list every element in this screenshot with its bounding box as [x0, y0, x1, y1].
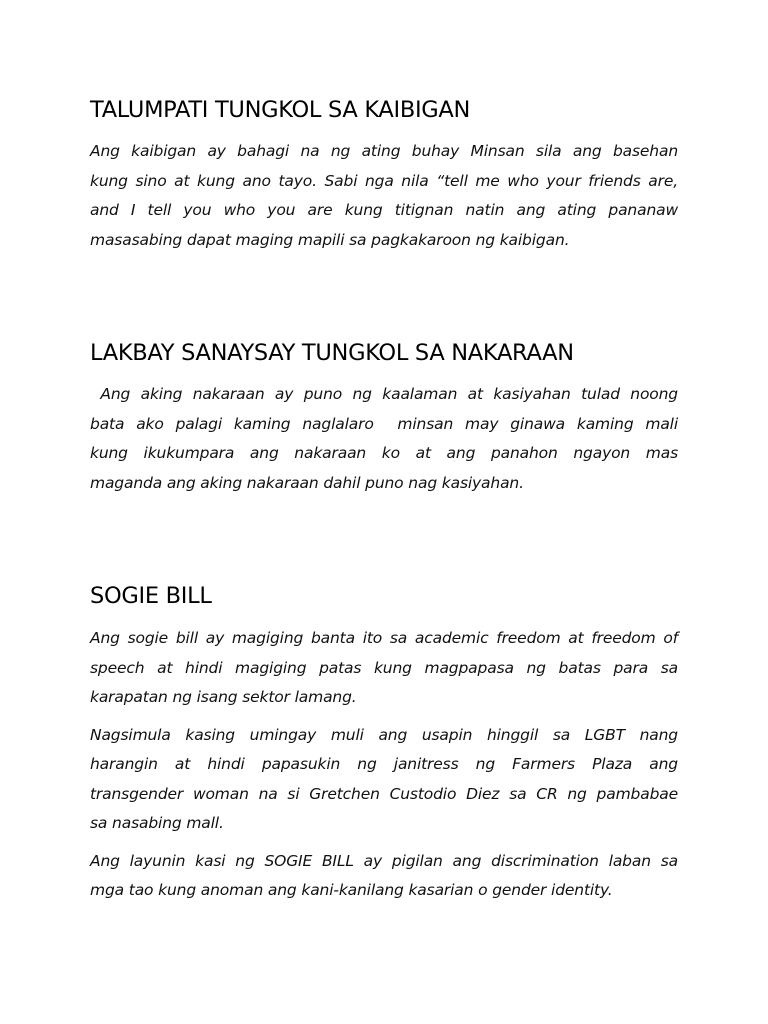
paragraph-line: Ang aking nakaraan ay puno ng kaalaman at kasiyahan tulad noong — [90, 385, 678, 403]
section-paragraph — [90, 847, 678, 906]
paragraph-line: Ang kaibigan ay bahagi na ng ating buhay Minsan sila ang basehan — [90, 142, 678, 160]
paragraph-line: bata ako palagi kaming naglalaro minsan may ginawa kaming mali — [90, 414, 678, 433]
section-paragraph — [90, 380, 678, 498]
section-heading: SOGIE BILL — [90, 583, 212, 609]
section-heading: TALUMPATI TUNGKOL SA KAIBIGAN — [90, 97, 471, 123]
section-talumpati — [90, 95, 678, 255]
paragraph-line: Ang sogie bill ay magiging banta ito sa academic freedom at freedom of — [90, 629, 678, 647]
section-paragraph — [90, 624, 678, 713]
paragraph-line: maganda ang aking nakaraan dahil puno nag kasiyahan. — [90, 473, 524, 492]
section-paragraph — [90, 137, 678, 255]
paragraph-line: Nagsimula kasing umingay muli ang usapin hinggil sa LGBT nang — [90, 725, 678, 744]
section-lakbay-sanaysay — [90, 338, 678, 498]
paragraph-line: karapatan ng isang sektor lamang. — [90, 688, 357, 706]
paragraph-line: and I tell you who you are kung titignan natin ang ating pananaw — [90, 201, 678, 219]
paragraph-line: transgender woman na si Gretchen Custodio Diez sa CR ng pambabae — [90, 784, 678, 803]
paragraph-line: kung sino at kung ano tayo. Sabi nga nila “tell me who your friends are, — [90, 171, 678, 190]
paragraph-line: speech at hindi magiging patas kung magpapasa ng batas para sa — [90, 658, 678, 677]
paragraph-line: Ang layunin kasi ng SOGIE BILL ay pigilan ang discrimination laban sa — [90, 851, 678, 870]
paragraph-line: kung ikukumpara ang nakaraan ko at ang panahon ngayon mas — [90, 444, 678, 462]
section-paragraph — [90, 721, 678, 839]
paragraph-line: masasabing dapat maging mapili sa pagkakaroon ng kaibigan. — [90, 230, 570, 249]
section-heading: LAKBAY SANAYSAY TUNGKOL SA NAKARAAN — [90, 340, 574, 366]
section-sogie-bill — [90, 581, 678, 906]
paragraph-line: mga tao kung anoman ang kani-kanilang kasarian o gender identity. — [90, 881, 613, 899]
paragraph-line: harangin at hindi papasukin ng janitress ng Farmers Plaza ang — [90, 755, 678, 773]
paragraph-line: sa nasabing mall. — [90, 814, 224, 832]
